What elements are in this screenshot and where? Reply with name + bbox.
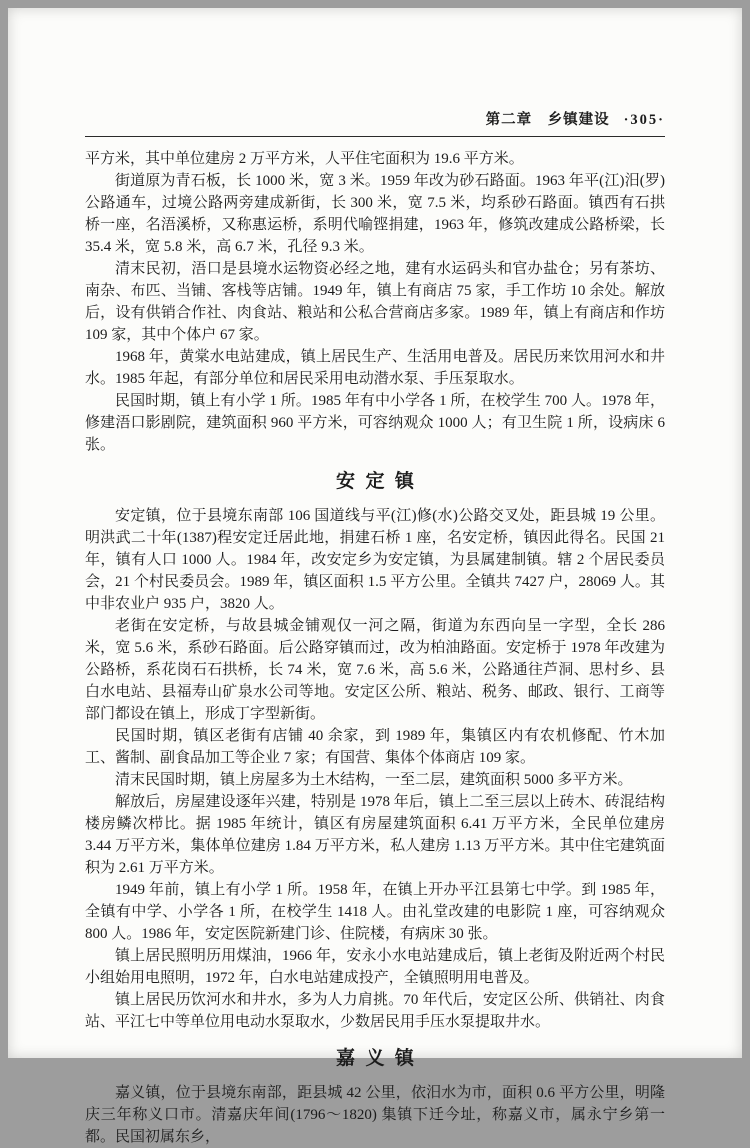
page-number: ·305· (623, 112, 665, 128)
paragraph: 安定镇，位于县境东南部 106 国道线与平(江)修(水)公路交叉处，距县城 19 公里。明洪武二十年(1387)程安定迁居此地，捐建石桥 1 座，名安定桥，镇因此得名。民国 21 年，镇有人口 1000 人。1984 年，改安定乡为安定镇，为县属建制镇。辖 2 个居民委员会，21 个村民委员会。1989 年，镇区面积 1.5 平方公里。全镇共 7427 户，28069 人。其中非农业户 935 户，3820 人。 (85, 508, 665, 612)
header-rule (85, 136, 665, 137)
paragraph: 1968 年，黄棠水电站建成，镇上居民生产、生活用电普及。居民历来饮用河水和井水。1985 年起，有部分单位和居民采用电动潜水泵、手压泵取水。 (85, 349, 665, 387)
paragraph: 解放后，房屋建设逐年兴建，特别是 1978 年后，镇上二至三层以上砖木、砖混结构楼房鳞次栉比。据 1985 年统计，镇区有房屋建筑面积 6.41 万平方米，全民单位建房 3.44 万平方米，集体单位建房 1.84 万平方米，私人建房 1.13 万平方米。其中住宅建筑面积为 2.61 万平方米。 (85, 794, 665, 876)
paragraph: 1949 年前，镇上有小学 1 所。1958 年，在镇上开办平江县第七中学。到 1985 年，全镇有中学、小学各 1 所，在校学生 1418 人。由礼堂改建的电影院 1 座，可容纳观众 800 人。1986 年，安定医院新建门诊、住院楼，有病床 30 张。 (85, 882, 665, 942)
paragraph: 街道原为青石板，长 1000 米，宽 3 米。1959 年改为砂石路面。1963 年平(江)汨(罗)公路通车，过境公路两旁建成新街，长 300 米，宽 7.5 米，均系砂石路面。镇西有石拱桥一座，名浯溪桥，又称惠运桥，系明代喻铿捐建，1963 年，修筑改建成公路桥梁，长 35.4 米，宽 5.8 米，高 6.7 米，孔径 9.3 米。 (85, 173, 665, 255)
paragraph: 清末民初，浯口是县境水运物资必经之地，建有水运码头和官办盐仓；另有茶坊、南杂、布匹、当铺、客栈等店铺。1949 年，镇上有商店 75 家，手工作坊 10 余处。解放后，设有供销合作社、肉食站、粮站和公私合营商店多家。1989 年，镇上有商店和作坊 109 家，其中个体户 67 家。 (85, 261, 665, 343)
section-heading-jiayi-town: 嘉义镇 (336, 1048, 425, 1069)
running-header (85, 108, 665, 129)
paragraph: 镇上居民照明历用煤油，1966 年，安永小水电站建成后，镇上老街及附近两个村民小组始用电照明，1972 年，白水电站建成投产，全镇照明用电普及。 (85, 948, 665, 986)
paragraph: 嘉义镇，位于县境东南部，距县城 42 公里，依汨水为市，面积 0.6 平方公里，明隆庆三年称义口市。清嘉庆年间(1796～1820) 集镇下迁今址，称嘉义市，属永宁乡第一都。民国初属东乡， (85, 1085, 665, 1145)
paragraph: 老街在安定桥，与故县城金铺观仅一河之隔，街道为东西向呈一字型，全长 286 米，宽 5.6 米，系砂石路面。后公路穿镇而过，改为柏油路面。安定桥于 1978 年改建为公路桥，系花岗石石拱桥，长 74 米，宽 7.6 米，高 5.6 米，公路通往芦洞、思村乡、县白水电站、县福寿山矿泉水公司等地。安定区公所、粮站、税务、邮政、银行、工商等部门都设在镇上，形成丁字型新街。 (85, 618, 665, 722)
chapter-title: 第二章 乡镇建设 (485, 112, 610, 128)
paragraph: 民国时期，镇区老街有店铺 40 余家，到 1989 年，集镇区内有农机修配、竹木加工、酱制、副食品加工等企业 7 家；有国营、集体个体商店 109 家。 (85, 728, 665, 766)
document-page (8, 8, 742, 1145)
paragraph-continuation: 平方米，其中单位建房 2 万平方米，人平住宅面积为 19.6 平方米。 (85, 151, 524, 167)
paragraph: 民国时期，镇上有小学 1 所。1985 年有中小学各 1 所，在校学生 700 人。1978 年，修建浯口影剧院，建筑面积 960 平方米，可容纳观众 1000 人；有卫生院 1 所，设病床 6 张。 (85, 393, 665, 453)
paragraph: 镇上居民历饮河水和井水，多为人力肩挑。70 年代后，安定区公所、供销社、肉食站、平江七中等单位用电动水泵取水，少数居民用手压水泵提取井水。 (85, 992, 665, 1030)
paragraph: 清末民国时期，镇上房屋多为土木结构，一至二层，建筑面积 5000 多平方米。 (115, 772, 633, 788)
section-heading-anding-town: 安定镇 (336, 471, 425, 492)
body-text (85, 148, 665, 1148)
